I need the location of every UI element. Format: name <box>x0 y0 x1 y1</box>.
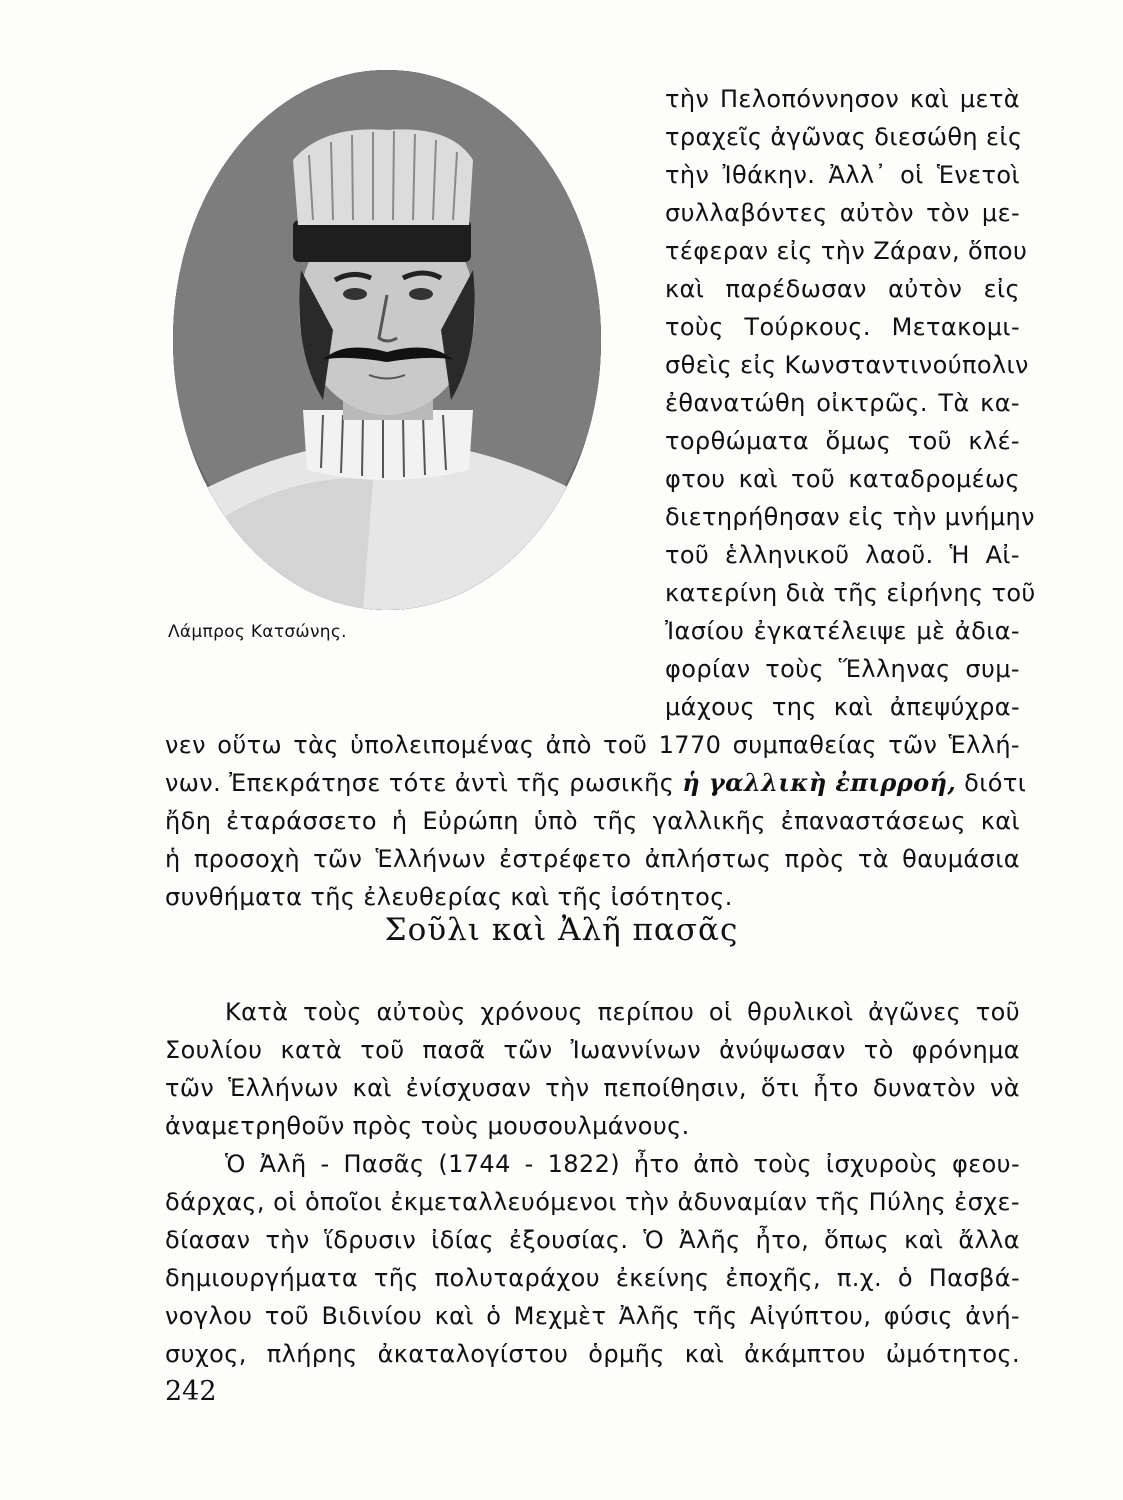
paragraph-line: συχος, πλήρης ἀκαταλογίστου ὁρμῆς καὶ ἀκάμπτου ὠμότητος. <box>165 1340 1020 1368</box>
paragraph-line: Κατὰ τοὺς αὐτοὺς χρόνους περίπου οἱ θρυλικοὶ ἀγῶνες τοῦ <box>225 998 1020 1026</box>
emphasized-phrase: ἡ γαλλικὴ ἐπιρροή, <box>682 768 957 797</box>
body-line: νεν οὕτω τὰς ὑπολειπομένας ἀπὸ τοῦ 1770 συμπαθείας τῶν Ἑλλή- <box>165 731 1020 759</box>
column-line: σθεὶς εἰς Κωνσταντινούπολιν <box>665 351 1029 379</box>
column-line: τραχεῖς ἀγῶνας διεσώθη εἰς <box>665 123 1023 151</box>
section-heading: Σοῦλι καὶ Ἀλῆ πασᾶς <box>384 912 739 948</box>
page-number: 242 <box>165 1376 217 1407</box>
column-line: φτου καὶ τοῦ καταδρομέως <box>665 465 1020 493</box>
column-line: Ἰασίου ἐγκατέλειψε μὲ ἀδια- <box>665 617 1020 645</box>
column-line: καὶ παρέδωσαν αὐτὸν εἰς <box>665 275 1020 303</box>
body-line-text: διότι <box>964 769 1027 797</box>
paragraph-line: δημιουργήματα τῆς πολυταράχου ἐκείνης ἐποχῆς, π.χ. ὁ Πασβά- <box>165 1264 1020 1292</box>
portrait-image <box>173 70 601 610</box>
column-line: κατερίνη διὰ τῆς εἰρήνης τοῦ <box>665 579 1036 607</box>
portrait-caption: Λάμπρος Κατσώνης. <box>168 622 347 642</box>
column-line: τὴν Ἰθάκην. Ἀλλ᾽ οἱ Ἑνετοὶ <box>665 161 1020 189</box>
body-line: ἤδη ἐταράσσετο ἡ Εὐρώπη ὑπὸ τῆς γαλλικῆς ἐπαναστάσεως καὶ <box>165 807 1020 835</box>
portrait-illustration <box>173 70 601 610</box>
body-line <box>165 768 1027 797</box>
column-line: φορίαν τοὺς Ἕλληνας συμ- <box>665 655 1020 683</box>
body-line: ἡ προσοχὴ τῶν Ἑλλήνων ἐστρέφετο ἀπλήστως πρὸς τὰ θαυμάσια <box>165 845 1020 873</box>
paragraph-line: δάρχας, οἱ ὁποῖοι ἐκμεταλλευόμενοι τὴν ἀδυναμίαν τῆς Πύλης ἐσχε- <box>165 1188 1020 1216</box>
column-line: ἐθανατώθη οἰκτρῶς. Τὰ κα- <box>665 389 1020 417</box>
body-line-text: νων. Ἐπεκράτησε τότε ἀντὶ τῆς ρωσικῆς <box>165 769 675 797</box>
paragraph-line: νογλου τοῦ Βιδινίου καὶ ὁ Μεχμὲτ Ἀλῆς τῆς Αἰγύπτου, φύσις ἀνή- <box>165 1302 1020 1330</box>
column-line: τέφεραν εἰς τὴν Ζάραν, ὅπου <box>665 237 1028 265</box>
column-line: τὴν Πελοπόννησον καὶ μετὰ <box>665 85 1020 113</box>
body-line: συνθήματα τῆς ἐλευθερίας καὶ τῆς ἰσότητος. <box>165 883 733 911</box>
column-line: διετηρήθησαν εἰς τὴν μνήμην <box>665 503 1035 531</box>
paragraph-line: δίασαν τὴν ἵδρυσιν ἰδίας ἐξουσίας. Ὁ Ἀλῆς ἦτο, ὅπως καὶ ἄλλα <box>165 1226 1020 1254</box>
paragraph-line: Ὁ Ἀλῆ - Πασᾶς (1744 - 1822) ἦτο ἀπὸ τοὺς ἰσχυροὺς φεου- <box>225 1150 1020 1178</box>
paragraph-line: τῶν Ἑλλήνων καὶ ἐνίσχυσαν τὴν πεποίθησιν, ὅτι ἦτο δυνατὸν νὰ <box>165 1074 1020 1102</box>
column-line: τοὺς Τούρκους. Μετακομι- <box>665 313 1020 341</box>
paragraph-line: ἀναμετρηθοῦν πρὸς τοὺς μουσουλμάνους. <box>165 1112 690 1140</box>
column-line: μάχους της καὶ ἀπεψύχρα- <box>665 693 1020 721</box>
paragraph-line: Σουλίου κατὰ τοῦ πασᾶ τῶν Ἰωαννίνων ἀνύψωσαν τὸ φρόνημα <box>165 1036 1020 1064</box>
column-line: τορθώματα ὅμως τοῦ κλέ- <box>665 427 1020 455</box>
column-line: τοῦ ἑλληνικοῦ λαοῦ. Ἡ Αἰ- <box>665 541 1020 569</box>
column-line: συλλαβόντες αὐτὸν τὸν με- <box>665 199 1020 227</box>
